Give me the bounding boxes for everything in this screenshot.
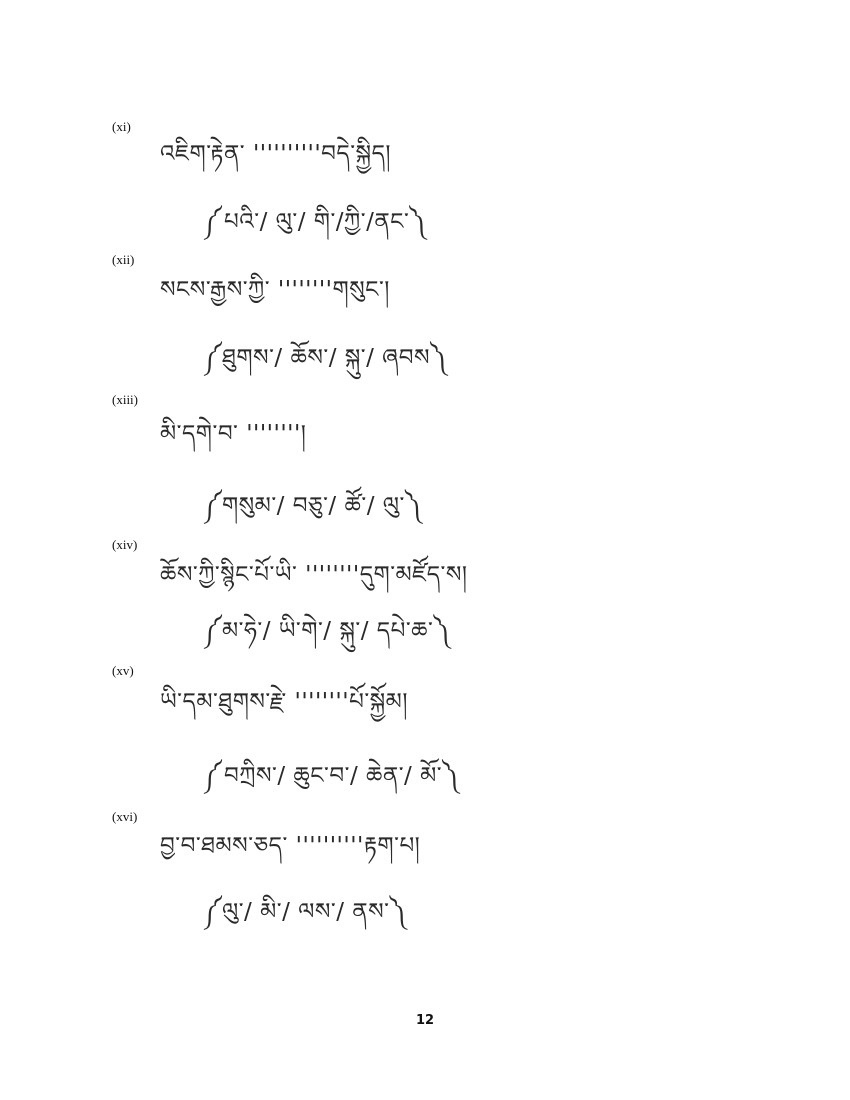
question-text: བྱ་བ་ཐམས་ཅད་ ''''''''''རྟག་པ། xyxy=(160,833,421,859)
question-number: (xii) xyxy=(112,252,135,267)
answer-options: ༼ཐུགས་/ ཆོས་/ སྐུ་/ ཞབས༽ xyxy=(203,345,447,371)
question-number: (xv) xyxy=(112,663,134,678)
question-number: (xiv) xyxy=(112,537,138,552)
question-text: སངས་རྒྱས་ཀྱི་ ''''''''གསུང་། xyxy=(160,277,390,303)
question-number: (xvi) xyxy=(112,809,138,824)
question-number: (xi) xyxy=(112,119,131,134)
question-text: ཆོས་ཀྱི་སྙིང་པོ་ཡི་ ''''''''དུག་མཛོད་ས། xyxy=(160,562,468,588)
question-text: འཇིག་རྟེན་ ''''''''''བདེ་སྐྱིད། xyxy=(160,141,392,167)
answer-options: ༼བཀྲིས་/ ཆུང་བ་/ ཆེན་/ མོ་༽ xyxy=(203,763,459,789)
question-number: (xiii) xyxy=(112,392,138,407)
question-text: མི་དགེ་བ་ ''''''''། xyxy=(160,421,307,447)
page-number: 12 xyxy=(415,1013,435,1028)
answer-options: ༼ལུ་/ མི་/ ལས་/ ནས་༽ xyxy=(203,899,407,925)
question-text: ཡི་དམ་ཐུགས་རྗེ་ ''''''''པོ་སྐྱོམ། xyxy=(160,689,408,715)
answer-options: ༼གསུམ་/ བཅུ་/ ཚོ་/ ལུ་༽ xyxy=(203,493,422,519)
answer-options: ༼མ་ཧེ་/ ཡི་གེ་/ སྐུ་/ དཔེ་ཆ་༽ xyxy=(203,618,451,644)
answer-options: ༼པའི་/ ལུ་/ གི་/ཀྱི་/ནང་༽ xyxy=(203,209,427,235)
